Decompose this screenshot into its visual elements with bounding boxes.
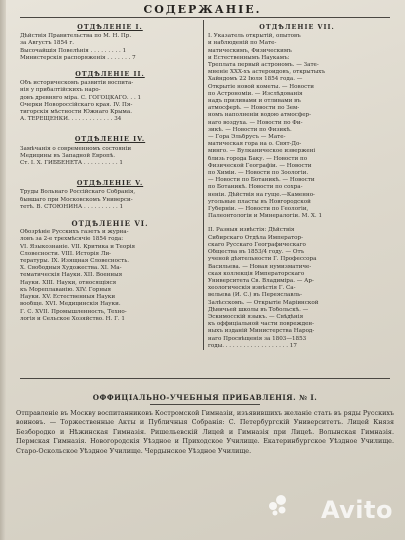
s6-line: ловъ за 2-е трехмѣсячіе 1854 года: bbox=[20, 236, 124, 243]
official-supplement-text: Отправленіе въ Москву воспитанниковъ Костромской Гимназіи, изъявившихъ желаніе стать въ ряды Русскихъ воиновъ. — Торжественные Акты и Публичныя Собранія: С. Петербургскій Университетъ. Лицей Князя Безбородко и Нѣжинская Гимназія. Ришельевскій Лицей и Гимназія при Лицеѣ. Волынская Гимназія. Пермская Гимназія. Новогородскія Уѣздное и Приходское Училище. Екатеринбургское Уѣздное Училище. Старо-Оскольское Уѣздное Училище. Чердынское Уѣздное Училище. bbox=[16, 409, 394, 455]
page-edge-shadow bbox=[0, 0, 6, 540]
s7-sub-line: къ оффиціальной части поврежден- bbox=[208, 321, 315, 328]
s2-line: Объ историческомъ развитіи воспита- bbox=[20, 80, 134, 87]
s6-line: Науки. XV. Естественныя Науки bbox=[20, 294, 116, 301]
s7-sub-line: ская коллекція Императорскаго bbox=[208, 270, 305, 277]
section-divider-rule bbox=[20, 378, 390, 379]
left-column bbox=[20, 22, 200, 323]
s1-line: Дѣйствія Правительства по М. Н. Пр. bbox=[20, 33, 132, 40]
official-supplement-heading: ОФФИЦІАЛЬНО-УЧЕБНЫЯ ПРИБАВЛЕНІЯ. № I. bbox=[92, 393, 318, 402]
s7-line: наго воздуха. — Новости по Фи- bbox=[208, 119, 303, 126]
s7-line: и наблюденій по Мате- bbox=[208, 40, 277, 47]
s7-line: — Новости по Ботаникѣ. — Новости bbox=[208, 177, 315, 184]
s2-line: А. ТЕРЕЩЕНКИ. . . . . . . . . . . . . 34 bbox=[20, 116, 122, 123]
s5-line: Труды Вольнаго Россійскаго Собранія, bbox=[20, 189, 136, 196]
section-5-heading: ОТДѢЛЕНІЕ V. bbox=[76, 179, 144, 188]
s5-line: тетѣ. В. СТОЮНИНА . . . . . . . . . . 1 bbox=[20, 203, 124, 210]
section-6-heading: ОТДѢЛЕНІЕ VI. bbox=[71, 219, 149, 229]
column-divider bbox=[203, 20, 204, 350]
s6-line: тематическія Науки. XII. Военныя bbox=[20, 272, 123, 279]
s7-line: матическимъ, Физическимъ bbox=[208, 47, 292, 54]
s7-line: Хайндомъ 22 Іюля 1854 года. — bbox=[208, 76, 303, 83]
s7-line: минго. — Вулканическое извержені bbox=[208, 148, 316, 155]
s7-sub-line: Сибирскаго Отдѣла Император- bbox=[208, 234, 304, 241]
avito-logo-icon bbox=[267, 494, 289, 516]
s1-line: Высочайшія Повелѣнія . . . . . . . . . 1 bbox=[20, 47, 127, 54]
s4-line: Ст. I. Х. ГИББЕНЕТА . . . . . . . . . . 1 bbox=[20, 160, 123, 167]
s7-line: и Естественнымъ Наукамъ: bbox=[208, 54, 290, 61]
s7-sub-line: Залѣсскомъ. — Открытіе Маріинской bbox=[208, 299, 319, 306]
s2-line: Очерки Новороссійскаго края. IV. Пя- bbox=[20, 101, 133, 108]
s7-line: Открытіе новой кометы. — Новости bbox=[208, 83, 315, 90]
s7-line: мненіе XXX-хъ астероидовъ, открытыхъ bbox=[208, 69, 326, 76]
s6-line: тературы. IX. Изящная Словесность. bbox=[20, 258, 130, 265]
s6-line: къ Мореплаванію. XIV. Горныя bbox=[20, 286, 112, 293]
short-rule bbox=[150, 404, 260, 405]
s7-line: Физической Географіи. — Новости bbox=[208, 162, 312, 169]
s1-line: Министерскія распоряженія . . . . . . . 7 bbox=[20, 54, 136, 61]
s5-line: бывшаго при Московскомъ Универси- bbox=[20, 196, 133, 203]
s6-line: VI. Языкознаніе. VII. Критика и Теорія bbox=[20, 243, 136, 250]
s2-line: тигорскія мѣстности Южнаго Крыма. bbox=[20, 109, 132, 116]
s6-line: Обозрѣніе Русскихъ газетъ и журна- bbox=[20, 229, 129, 236]
section-4-heading: ОТДѢЛЕНІЕ IV. bbox=[74, 135, 146, 144]
s7-sub-line: вельева (И. С.) въ Переяславль- bbox=[208, 292, 303, 299]
s1-line: за Августъ 1854 г. bbox=[20, 40, 75, 47]
s7-line: по Химіи. — Новости по Зоологіи. bbox=[208, 170, 309, 177]
page-title: СОДЕРЖАНІЕ. bbox=[143, 3, 262, 16]
s6-line: Г. С. XVII. Промышленность, Техно- bbox=[20, 308, 127, 315]
s7-line: матическая гора на о. Свят-До- bbox=[208, 141, 302, 148]
s7-sub-line: ныхъ изданій Министерства Народ- bbox=[208, 328, 315, 335]
s6-line: логія и Сельское Хозяйство. Н. Г. 1 bbox=[20, 315, 125, 322]
section-2-heading: ОТДѢЛЕНІЕ II. bbox=[75, 70, 145, 79]
s7-sub-line: Дѣвичьей школы въ Тобольскѣ. — bbox=[208, 306, 309, 313]
s7-line: Губерніи. — Новости по Геологіи, bbox=[208, 206, 309, 213]
s7-sub-line: Общества въ 1853/4 году. — Отъ bbox=[208, 249, 305, 256]
s6-line: вообще. XVI. Медицинскія Науки. bbox=[20, 301, 121, 308]
s2-line: довъ древняго міра. С. ГОГОЦКАГО. . . 1 bbox=[20, 94, 142, 101]
s7-sub-line: ученой дѣятельности Г. Профессора bbox=[208, 256, 317, 263]
top-rule bbox=[20, 17, 390, 18]
s7-sub-line: наго Просвѣщенія за 1803—1853 bbox=[208, 335, 307, 342]
s7-sub-line: Эскимосскій языкъ. — Свѣдѣнія bbox=[208, 313, 304, 320]
s6-line: Науки. XIII. Науки, относящіяся bbox=[20, 279, 117, 286]
s7-sub-line: скаго Русскаго Географическаго bbox=[208, 241, 306, 248]
s7-line: по Ботаникѣ. Новости по сохра- bbox=[208, 184, 303, 191]
s7-line: близь города Баку. — Новости по bbox=[208, 155, 308, 162]
s7-line: неніи. Дѣйствія на гуще.—Каменно- bbox=[208, 191, 315, 198]
s6-line: Словесности. VIII. Исторія Ли- bbox=[20, 250, 112, 257]
section-1-heading: ОТДѢЛЕНІЕ I. bbox=[77, 23, 143, 31]
s7-line: по Астрономіи. — Изслѣдованія bbox=[208, 90, 303, 97]
s7-line: атмосферѣ. — Новости по Зем- bbox=[208, 105, 300, 112]
s7-sub-line: II. Разныя извѣстія: Дѣйствія bbox=[208, 227, 295, 234]
s7-line: I. Указатель открытій, опытовъ bbox=[208, 33, 301, 40]
s2-line: нія у прибалтійскихъ наро- bbox=[20, 87, 101, 94]
s6-line: Х. Свободныя Художества. XI. Ма- bbox=[20, 265, 122, 272]
s7-line: угольные пласты въ Новгородской bbox=[208, 198, 311, 205]
s7-sub-line: Васильева. — Новая нумизматиче- bbox=[208, 263, 312, 270]
right-column bbox=[208, 22, 386, 350]
s7-line: надъ приливами и отливами въ bbox=[208, 98, 301, 105]
s7-sub-line: годы. . . . . . . . . . . . . . . . . . . 17 bbox=[208, 342, 297, 349]
s4-line: Замѣчанія о современномъ состояніи bbox=[20, 145, 132, 152]
s7-line: зикѣ. — Новости по Физикѣ. bbox=[208, 126, 292, 133]
s7-sub-line: Университета Св. Владиміра. — Ар- bbox=[208, 277, 314, 284]
section-7-heading: ОТДѢЛЕНІЕ VII. bbox=[259, 23, 335, 31]
s7-line: номъ наполненіи водою атмосфер- bbox=[208, 112, 311, 119]
s7-line: — Гора Эльбрусъ — Мате- bbox=[208, 134, 286, 141]
s7-line: Палеонтологіи и Минералогіи. М. Х. 1 bbox=[208, 213, 323, 220]
avito-watermark: Avito bbox=[320, 496, 393, 524]
s4-line: Медицины въ Западной Европѣ. bbox=[20, 152, 115, 159]
s7-sub-line: хеологическія извѣстія Г. Са- bbox=[208, 285, 296, 292]
s7-line: Треплата первый астрономъ. — Зате- bbox=[208, 62, 319, 69]
